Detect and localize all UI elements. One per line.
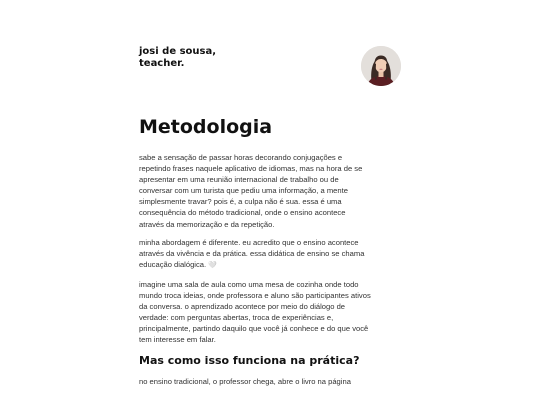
paragraph-classroom: imagine uma sala de aula como uma mesa de cozinha onde todo mundo troca ideias, onde professora e aluno são participantes ativos da conversa. o aprendizado acontece por meio do diálogo de verdade: com perguntas abertas, troca de experiências e, principalmente, partindo daquilo que você já conhece e do que você tem interesse em falar. — [139, 279, 371, 345]
avatar-photo — [361, 46, 401, 86]
paragraph-traditional: no ensino tradicional, o professor chega, abre o livro na página — [139, 376, 351, 386]
heart-icon: 🤍 — [208, 261, 217, 269]
avatar — [361, 46, 401, 86]
paragraph-approach — [139, 237, 371, 271]
section-heading: Mas como isso funciona na prática? — [139, 353, 360, 367]
page-title: Metodologia — [139, 116, 273, 138]
site-name-line-2: teacher. — [139, 58, 185, 69]
paragraph-approach-text: minha abordagem é diferente. eu acredito que o ensino acontece através da vivência e da prática. essa didática de ensino se chama educação dialógica. — [139, 237, 365, 269]
paragraph-intro: sabe a sensação de passar horas decorando conjugações e repetindo frases naquele aplicativo de idiomas, mas na hora de se apresentar em uma reunião internacional de trabalho ou de conversar com um turista que pediu uma informação, a mente simplesmente travar? pois é, a culpa não é sua. essa é uma consequência do método tradicional, onde o ensino acontece através da memorização e da repetição. — [139, 153, 363, 229]
site-name-line-1: josi de sousa, — [139, 46, 217, 57]
site-name-link[interactable] — [139, 46, 216, 70]
main-content — [139, 152, 371, 395]
